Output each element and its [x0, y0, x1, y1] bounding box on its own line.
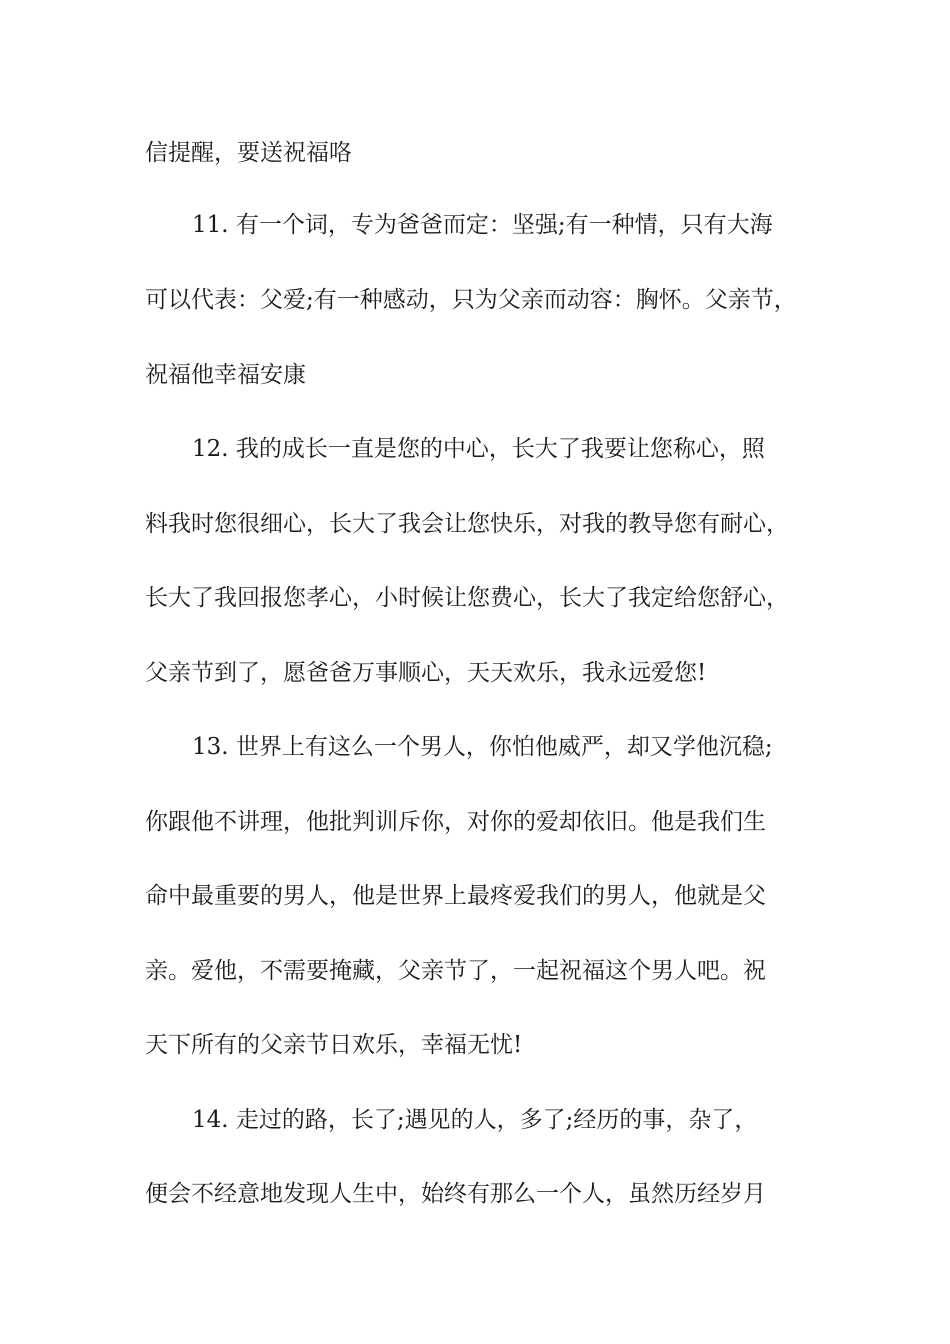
paragraph-12-line: 12. 我的成长一直是您的中心，长大了我要让您称心，照 — [192, 436, 765, 462]
text-line: 命中最重要的男人，他是世界上最疼爱我们的男人，他就是父 — [145, 883, 766, 909]
paragraph-11-line: 11. 有一个词，专为爸爸而定：坚强;有一种情，只有大海 — [192, 212, 773, 238]
text-line: 便会不经意地发现人生中，始终有那么一个人，虽然历经岁月 — [145, 1181, 766, 1207]
text-line: 祝福他幸福安康 — [145, 362, 306, 388]
text-line: 料我时您很细心，长大了我会让您快乐，对我的教导您有耐心， — [145, 511, 789, 537]
paragraph-13-line: 13. 世界上有这么一个男人，你怕他威严，却又学他沉稳; — [192, 734, 773, 760]
text-line: 长大了我回报您孝心，小时候让您费心，长大了我定给您舒心， — [145, 585, 789, 611]
text-line: 你跟他不讲理，他批判训斥你，对你的爱却依旧。他是我们生 — [145, 809, 766, 835]
text-line: 天下所有的父亲节日欢乐，幸福无忧! — [145, 1032, 523, 1058]
text-line: 可以代表：父爱;有一种感动，只为父亲而动容：胸怀。父亲节， — [145, 287, 797, 313]
text-line: 信提醒，要送祝福咯 — [145, 140, 352, 166]
paragraph-14-line: 14. 走过的路，长了;遇见的人，多了;经历的事，杂了， — [192, 1107, 758, 1133]
text-line: 父亲节到了，愿爸爸万事顺心，天天欢乐，我永远爱您! — [145, 660, 707, 686]
text-line: 亲。爱他，不需要掩藏，父亲节了，一起祝福这个男人吧。祝 — [145, 958, 766, 984]
